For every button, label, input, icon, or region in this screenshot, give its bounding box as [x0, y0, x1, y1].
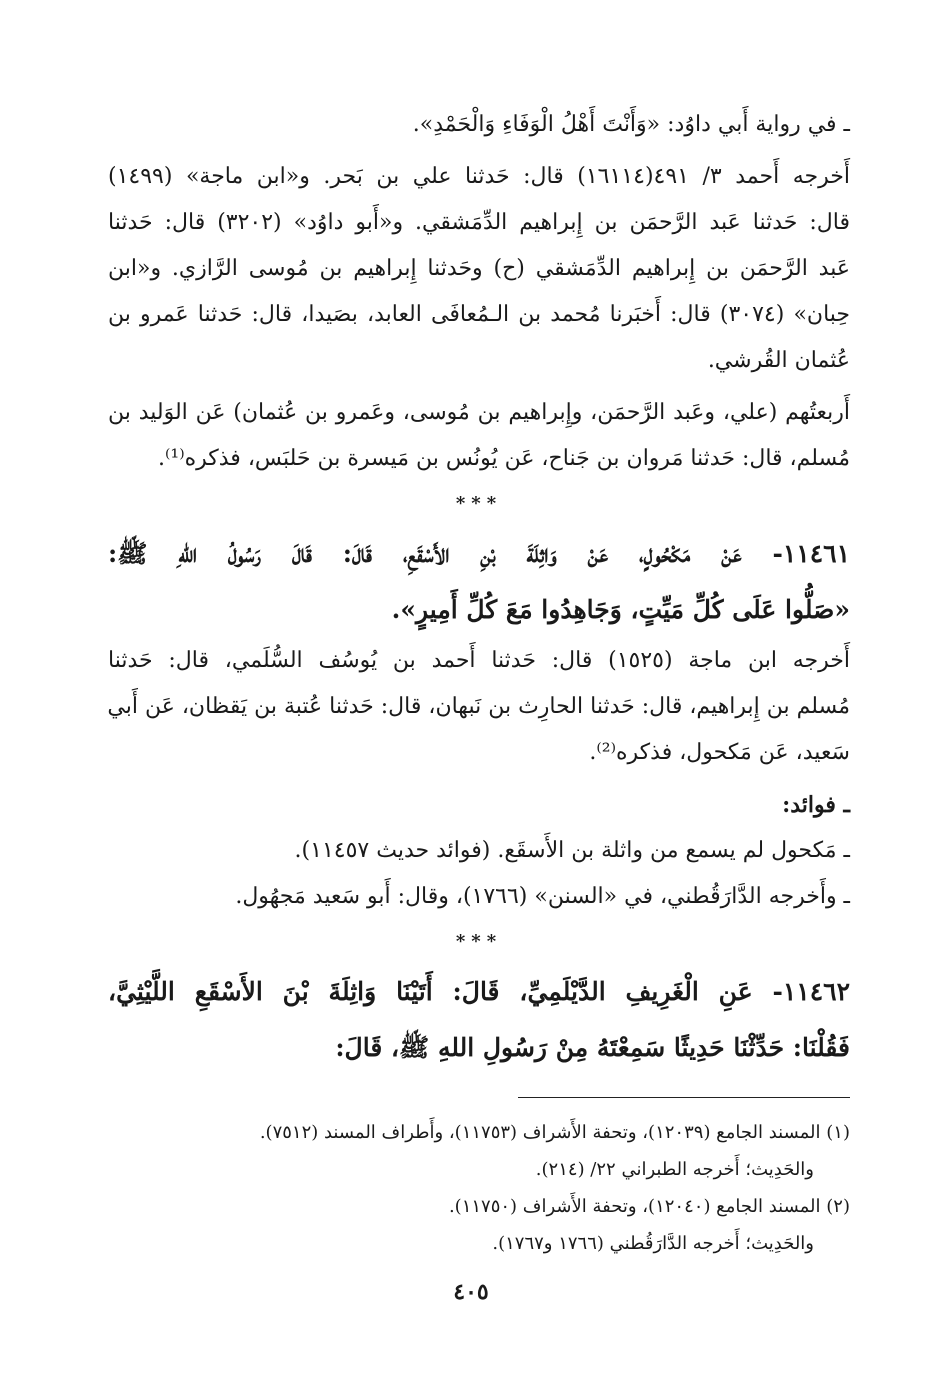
text-line: مُسلم بن إِبراهيم، قال: حَدثنا الحارِث بن نَبهان، قال: حَدثنا عُتبة بن يَقظان، عَن أَبي	[107, 694, 850, 719]
hadith-text-line: ١١٤٦٢- عَنِ الْغَرِيفِ الدَّيْلَمِيِّ، قَالَ: أَتَيْنَا وَاثِلَةَ بْنَ الأَسْقَعِ اللَّيْثِيَّ،	[108, 977, 850, 1006]
fawaid-item: ـ وأَخرجه الدَّارَقُطني، في «السنن» (١٧٦٦)، وقال: أَبو سَعيد مَجهُول.	[235, 884, 850, 909]
text-line: قال: حَدثنا عَبد الرَّحمَن بن إِبراهيم الدِّمَشقي. و«أَبو داوُد» (٣٢٠٢) قال: حَدثنا	[108, 210, 850, 235]
section-separator: ***	[455, 493, 503, 514]
text-line: أَخرجه أَحمد ٣/ ٤٩١(١٦١١٤) قال: حَدثنا علي بن بَحر. و«ابن ماجة» (١٤٩٩)	[108, 164, 850, 189]
text-line: مُسلم، قال: حَدثنا مَروان بن جَناح، عَن يُونُس بن مَيسرة بن حَلبَس، فذكره⁽¹⁾.	[157, 446, 850, 471]
footnote-line: (٢) المسند الجامع (١٢٠٤٠)، وتحفة الأَشراف (١١٧٥٠).	[448, 1196, 850, 1217]
text-line: عَبد الرَّحمَن بن إِبراهيم الدِّمَشقي (ح) وحَدثنا إِبراهيم بن مُوسى الرَّازي. و«ابن	[108, 256, 850, 281]
text-line: عُثمان القُرشي.	[707, 348, 850, 373]
fawaid-item: ـ مَكحول لم يسمع من واثلة بن الأَسقَع. (فوائد حديث ١١٤٥٧).	[294, 838, 850, 863]
fawaid-heading: ـ فوائد:	[782, 792, 850, 818]
text-line: سَعيد، عَن مَكحول، فذكره⁽²⁾.	[589, 740, 850, 765]
text-line: حِبان» (٣٠٧٤) قال: أَخبَرنا مُحمد بن الـمُعافَى العابد، بصَيدا، قال: حَدثنا عَمرو بن	[108, 302, 851, 327]
footnote-line: (١) المسند الجامع (١٢٠٣٩)، وتحفة الأَشراف (١١٧٥٣)، وأَطراف المسند (٧٥١٢).	[259, 1122, 850, 1143]
footnote-divider	[518, 1097, 850, 1098]
hadith-text-line: ١١٤٦١- عَنْ مَكْحُولٍ، عَنْ وَاثِلَةَ بْنِ الأَسْقَعِ، قَالَ: قَالَ رَسُولُ اللهِ ﷺ:	[108, 539, 850, 568]
page-number: ٤٠٥	[453, 1279, 489, 1305]
text-line: أَربعتُهم (علي، وعَبد الرَّحمَن، وإِبراهيم بن مُوسى، وعَمرو بن عُثمان) عَن الوَليد بن	[108, 400, 850, 425]
text-line: أَخرجه ابن ماجة (١٥٢٥) قال: حَدثنا أَحمد بن يُوسُف السُّلَمي، قال: حَدثنا	[108, 648, 850, 673]
footnotes	[108, 1114, 850, 1262]
footnote-line: والحَدِيث؛ أَخرجه الطبراني ٢٢/ (٢١٤).	[535, 1159, 814, 1180]
page-body	[108, 102, 850, 1076]
hadith-text-line: «صَلُّوا عَلَى كُلِّ مَيِّتٍ، وَجَاهِدُوا مَعَ كُلِّ أَمِيرٍ».	[391, 595, 850, 624]
hadith-text-line: فَقُلْنَا: حَدِّثْنَا حَدِيثًا سَمِعْتَهُ مِنْ رَسُولِ اللهِ ﷺ، قَالَ:	[335, 1033, 850, 1062]
footnote-line: والحَدِيث؛ أَخرجه الدَّارَقُطني (١٧٦٦ و١٧٦٧).	[492, 1233, 814, 1254]
section-separator: ***	[455, 931, 503, 952]
text-line: ـ في رواية أَبي داوُد: «وَأَنْتَ أَهْلُ الْوَفَاءِ وَالْحَمْدِ».	[412, 112, 850, 137]
